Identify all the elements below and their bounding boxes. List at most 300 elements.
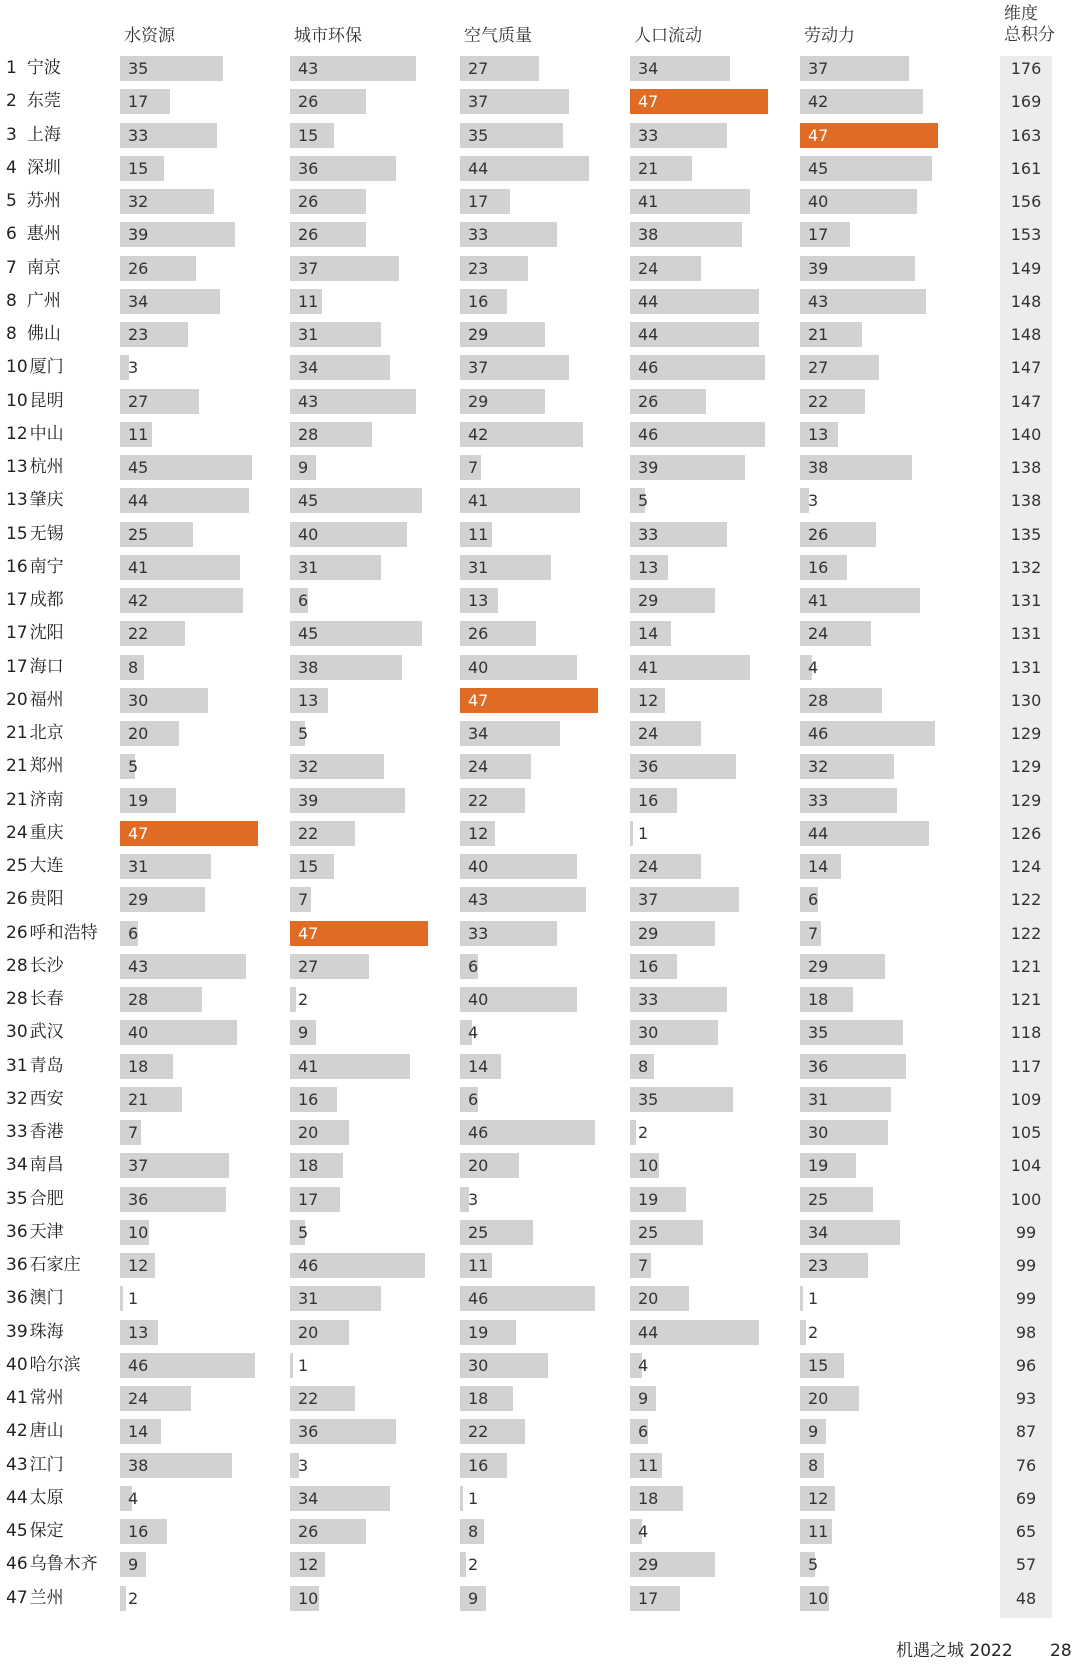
value-labor: 44 (808, 823, 829, 843)
value-environment: 43 (298, 391, 319, 411)
rank-number: 13 (6, 490, 28, 511)
city-name: 郑州 (29, 756, 64, 777)
rank-number: 12 (6, 423, 28, 444)
row-label (6, 1119, 116, 1146)
rank-number: 10 (6, 390, 28, 411)
value-air: 37 (468, 358, 489, 378)
value-water: 42 (128, 591, 149, 610)
value-water: 4 (128, 1488, 139, 1508)
value-environment: 18 (298, 1156, 319, 1176)
rank-number: 26 (6, 922, 28, 943)
value-labor: 22 (808, 391, 829, 411)
value-population: 8 (638, 1056, 649, 1076)
value-environment: 40 (298, 524, 319, 544)
city-name: 呼和浩特 (29, 922, 98, 943)
value-water: 41 (128, 557, 149, 577)
row-label (6, 1418, 116, 1445)
value-population: 9 (638, 1389, 649, 1408)
total-score-value: 109 (1010, 1089, 1042, 1109)
value-air: 20 (468, 1156, 489, 1176)
value-environment: 16 (298, 1089, 319, 1109)
total-score-value: 147 (1010, 391, 1042, 411)
total-score-value: 87 (1015, 1422, 1037, 1442)
value-water: 2 (128, 1588, 139, 1608)
row-label (6, 654, 116, 681)
total-score-value: 69 (1015, 1488, 1037, 1508)
value-population: 4 (638, 1522, 649, 1541)
value-environment: 3 (298, 1455, 309, 1475)
row-label (6, 986, 116, 1013)
row-label (6, 122, 116, 149)
row-label (6, 1485, 116, 1512)
header-labor-force: 劳动力 (804, 26, 855, 46)
row-label (6, 820, 116, 847)
value-environment: 47 (298, 923, 319, 943)
value-water: 29 (128, 890, 149, 910)
value-water: 31 (128, 857, 149, 876)
rank-number: 10 (6, 357, 28, 378)
rank-number: 36 (6, 1255, 28, 1275)
value-water: 47 (128, 823, 149, 843)
value-air: 9 (468, 1588, 479, 1608)
value-population: 41 (638, 657, 659, 677)
row-label (6, 1585, 116, 1612)
value-environment: 26 (298, 1522, 319, 1541)
value-water: 10 (128, 1222, 149, 1242)
header-population-flow: 人口流动 (634, 26, 702, 46)
value-environment: 6 (298, 591, 309, 610)
row-label (6, 1319, 116, 1346)
city-name: 合肥 (29, 1188, 64, 1209)
value-environment: 9 (298, 1023, 309, 1043)
value-air: 37 (468, 92, 489, 112)
value-population: 44 (638, 291, 659, 311)
value-labor: 9 (808, 1422, 819, 1442)
value-population: 25 (638, 1222, 659, 1242)
rank-number: 21 (6, 756, 28, 777)
value-water: 30 (128, 690, 149, 710)
value-water: 18 (128, 1056, 149, 1076)
row-label (6, 521, 116, 548)
bar-water (120, 1286, 123, 1311)
rank-number: 6 (6, 224, 17, 245)
value-air: 12 (468, 823, 489, 843)
value-air: 1 (468, 1488, 479, 1508)
value-labor: 47 (808, 125, 829, 145)
total-score-value: 121 (1010, 990, 1042, 1009)
value-air: 46 (468, 1289, 489, 1309)
value-air: 46 (468, 1123, 489, 1142)
value-environment: 41 (298, 1056, 319, 1076)
bar-air (460, 1486, 463, 1511)
value-population: 12 (638, 690, 659, 710)
total-score-value: 99 (1015, 1256, 1037, 1275)
total-score-value: 105 (1010, 1123, 1042, 1142)
value-water: 37 (128, 1156, 149, 1176)
row-label (6, 1019, 116, 1046)
value-population: 29 (638, 1555, 659, 1575)
value-labor: 5 (808, 1555, 819, 1575)
value-labor: 32 (808, 757, 829, 777)
value-water: 20 (128, 724, 149, 743)
total-score-value: 121 (1010, 956, 1042, 976)
row-label (6, 421, 116, 448)
value-labor: 28 (808, 690, 829, 710)
value-labor: 27 (808, 358, 829, 378)
value-population: 24 (638, 857, 659, 876)
value-environment: 20 (298, 1322, 319, 1342)
value-air: 47 (468, 690, 489, 710)
rank-number: 8 (6, 324, 17, 344)
row-label (6, 687, 116, 714)
total-score-value: 130 (1010, 690, 1042, 710)
total-score-value: 176 (1010, 59, 1042, 78)
value-environment: 37 (298, 258, 319, 278)
value-population: 29 (638, 923, 659, 943)
row-label (6, 221, 116, 248)
value-environment: 26 (298, 225, 319, 245)
rank-number: 3 (6, 124, 17, 145)
value-water: 35 (128, 59, 149, 78)
total-score-value: 96 (1015, 1355, 1037, 1375)
city-name: 常州 (29, 1388, 64, 1408)
value-population: 14 (638, 624, 659, 644)
value-environment: 34 (298, 1488, 319, 1508)
value-population: 38 (638, 225, 659, 245)
city-name: 福州 (29, 689, 64, 710)
value-water: 43 (128, 956, 149, 976)
total-score-value: 122 (1010, 890, 1042, 910)
total-score-value: 124 (1010, 857, 1042, 876)
row-label (6, 1152, 116, 1179)
value-labor: 26 (808, 524, 829, 544)
value-labor: 24 (808, 624, 829, 644)
city-name: 唐山 (29, 1421, 64, 1442)
total-score-value: 93 (1015, 1389, 1037, 1408)
city-name: 深圳 (26, 157, 61, 178)
value-environment: 12 (298, 1555, 319, 1575)
value-labor: 12 (808, 1488, 829, 1508)
value-population: 5 (638, 491, 649, 511)
row-label (6, 720, 116, 747)
value-population: 39 (638, 458, 659, 477)
total-score-value: 99 (1015, 1222, 1037, 1242)
total-score-value: 117 (1010, 1056, 1042, 1076)
city-name: 武汉 (29, 1022, 64, 1043)
total-score-value: 156 (1010, 192, 1042, 211)
rank-number: 44 (6, 1487, 28, 1508)
footer-page-number: 28 (1050, 1641, 1072, 1661)
value-water: 3 (128, 358, 139, 378)
value-air: 34 (468, 724, 489, 743)
value-air: 8 (468, 1522, 479, 1541)
rank-number: 36 (6, 1288, 28, 1309)
value-labor: 7 (808, 923, 819, 943)
value-labor: 8 (808, 1455, 819, 1475)
city-name: 江门 (29, 1454, 64, 1475)
value-water: 46 (128, 1355, 149, 1375)
value-environment: 1 (298, 1355, 309, 1375)
rank-number: 28 (6, 989, 28, 1009)
city-name: 北京 (29, 723, 64, 743)
city-name: 肇庆 (29, 490, 64, 511)
value-labor: 23 (808, 1256, 829, 1275)
value-air: 44 (468, 158, 489, 178)
value-environment: 15 (298, 125, 319, 145)
row-label (6, 188, 116, 215)
value-air: 40 (468, 990, 489, 1009)
city-name: 南宁 (29, 556, 64, 577)
value-labor: 17 (808, 225, 829, 245)
value-labor: 36 (808, 1056, 829, 1076)
value-water: 5 (128, 757, 139, 777)
value-environment: 39 (298, 790, 319, 810)
value-labor: 46 (808, 724, 829, 743)
row-label (6, 620, 116, 647)
value-population: 20 (638, 1289, 659, 1309)
value-labor: 25 (808, 1189, 829, 1209)
value-air: 24 (468, 757, 489, 777)
rank-number: 25 (6, 856, 28, 876)
value-water: 40 (128, 1023, 149, 1043)
total-score-value: 126 (1010, 823, 1042, 843)
total-score-value: 149 (1010, 258, 1042, 278)
value-population: 47 (638, 92, 659, 112)
value-water: 36 (128, 1189, 149, 1209)
rank-number: 31 (6, 1055, 28, 1076)
rank-number: 5 (6, 191, 17, 211)
value-air: 23 (468, 258, 489, 278)
value-environment: 11 (298, 291, 319, 311)
value-labor: 34 (808, 1222, 829, 1242)
total-score-value: 131 (1010, 624, 1042, 644)
value-population: 16 (638, 956, 659, 976)
value-environment: 31 (298, 1289, 319, 1309)
row-label (6, 886, 116, 913)
value-environment: 34 (298, 358, 319, 378)
row-label (6, 88, 116, 115)
value-population: 33 (638, 524, 659, 544)
row-label (6, 321, 116, 348)
value-air: 43 (468, 890, 489, 910)
value-water: 34 (128, 291, 149, 311)
row-label (6, 1385, 116, 1412)
value-water: 25 (128, 524, 149, 544)
value-labor: 16 (808, 557, 829, 577)
value-air: 19 (468, 1322, 489, 1342)
value-water: 19 (128, 790, 149, 810)
value-population: 24 (638, 724, 659, 743)
city-name: 香港 (29, 1122, 64, 1142)
total-score-value: 76 (1015, 1455, 1037, 1475)
value-water: 9 (128, 1555, 139, 1575)
value-water: 24 (128, 1389, 149, 1408)
total-score-value: 163 (1010, 125, 1042, 145)
city-name: 上海 (26, 124, 61, 145)
value-air: 29 (468, 391, 489, 411)
value-population: 10 (638, 1156, 659, 1176)
rank-number: 41 (6, 1388, 28, 1408)
rank-number: 46 (6, 1554, 28, 1575)
value-environment: 36 (298, 158, 319, 178)
total-score-value: 148 (1010, 325, 1042, 344)
value-water: 7 (128, 1123, 139, 1142)
value-environment: 10 (298, 1588, 319, 1608)
bar-environment (290, 987, 296, 1012)
value-population: 34 (638, 59, 659, 78)
value-population: 35 (638, 1089, 659, 1109)
row-label (6, 354, 116, 381)
value-water: 17 (128, 92, 149, 112)
row-label (6, 288, 116, 315)
total-score-value: 148 (1010, 291, 1042, 311)
total-score-value: 118 (1010, 1023, 1042, 1043)
city-name: 长沙 (29, 955, 64, 976)
value-labor: 42 (808, 92, 829, 112)
value-air: 11 (468, 524, 489, 544)
bar-water (120, 1586, 126, 1611)
value-air: 16 (468, 1455, 489, 1475)
value-environment: 46 (298, 1256, 319, 1275)
value-air: 22 (468, 790, 489, 810)
city-name: 广州 (26, 290, 61, 311)
total-score-value: 48 (1015, 1588, 1037, 1608)
value-labor: 41 (808, 591, 829, 610)
city-name: 沈阳 (29, 623, 64, 644)
header-total-line-2: 总积分 (1004, 25, 1055, 45)
row-label (6, 1518, 116, 1545)
value-air: 2 (468, 1555, 479, 1575)
city-name: 无锡 (29, 523, 64, 544)
value-air: 6 (468, 1089, 479, 1109)
value-air: 11 (468, 1256, 489, 1275)
value-water: 26 (128, 258, 149, 278)
row-label (6, 1551, 116, 1578)
value-environment: 20 (298, 1123, 319, 1142)
value-environment: 7 (298, 890, 309, 910)
rank-number: 45 (6, 1521, 28, 1541)
value-water: 39 (128, 225, 149, 245)
total-score-value: 98 (1015, 1322, 1037, 1342)
city-name: 中山 (29, 423, 64, 444)
row-label (6, 1252, 116, 1279)
row-label (6, 753, 116, 780)
value-labor: 19 (808, 1156, 829, 1176)
value-labor: 13 (808, 424, 829, 444)
row-label (6, 255, 116, 282)
bar-environment (290, 1353, 293, 1378)
total-score-value: 65 (1015, 1522, 1037, 1541)
value-water: 28 (128, 990, 149, 1009)
city-name: 惠州 (26, 224, 61, 245)
total-score-value: 129 (1010, 724, 1042, 743)
value-environment: 28 (298, 424, 319, 444)
rank-number: 42 (6, 1421, 28, 1442)
value-population: 41 (638, 192, 659, 211)
value-population: 11 (638, 1455, 659, 1475)
value-air: 40 (468, 857, 489, 876)
city-name: 昆明 (29, 390, 64, 411)
value-water: 8 (128, 657, 139, 677)
value-air: 40 (468, 657, 489, 677)
value-labor: 20 (808, 1389, 829, 1408)
row-label (6, 1186, 116, 1213)
rank-number: 17 (6, 590, 28, 610)
city-name: 杭州 (29, 457, 64, 477)
rank-number: 15 (6, 523, 28, 544)
value-air: 26 (468, 624, 489, 644)
rank-number: 40 (6, 1354, 28, 1375)
value-population: 44 (638, 325, 659, 344)
header-total-line-1: 维度 (1004, 4, 1038, 24)
value-population: 29 (638, 591, 659, 610)
value-air: 33 (468, 923, 489, 943)
city-name: 大连 (29, 856, 64, 876)
total-score-value: 135 (1010, 524, 1042, 544)
city-name: 哈尔滨 (29, 1354, 81, 1375)
value-population: 2 (638, 1123, 649, 1142)
rank-number: 34 (6, 1155, 28, 1176)
value-population: 4 (638, 1355, 649, 1375)
value-labor: 29 (808, 956, 829, 976)
value-labor: 33 (808, 790, 829, 810)
rank-number: 21 (6, 723, 28, 743)
rank-number: 43 (6, 1454, 28, 1475)
value-air: 17 (468, 192, 489, 211)
value-air: 31 (468, 557, 489, 577)
bar-air (460, 1552, 466, 1577)
total-score-value: 131 (1010, 657, 1042, 677)
value-water: 22 (128, 624, 149, 644)
city-name: 济南 (29, 789, 64, 810)
value-labor: 37 (808, 59, 829, 78)
rank-number: 8 (6, 290, 17, 311)
header-urban-environment: 城市环保 (294, 26, 362, 46)
city-name: 西安 (29, 1088, 64, 1109)
value-water: 21 (128, 1089, 149, 1109)
row-label (6, 388, 116, 415)
total-score-value: 169 (1010, 92, 1042, 112)
value-air: 35 (468, 125, 489, 145)
value-labor: 40 (808, 192, 829, 211)
row-label (6, 155, 116, 182)
total-score-value: 138 (1010, 458, 1042, 477)
rank-number: 21 (6, 789, 28, 810)
value-labor: 3 (808, 491, 819, 511)
value-environment: 2 (298, 990, 309, 1009)
value-labor: 2 (808, 1322, 819, 1342)
header-water-resources: 水资源 (124, 26, 175, 46)
value-air: 30 (468, 1355, 489, 1375)
total-score-value: 104 (1010, 1156, 1042, 1176)
bar-labor (800, 1286, 803, 1311)
value-population: 21 (638, 158, 659, 178)
value-environment: 9 (298, 458, 309, 477)
total-score-value: 153 (1010, 225, 1042, 245)
value-water: 44 (128, 491, 149, 511)
value-population: 7 (638, 1256, 649, 1275)
rank-number: 32 (6, 1088, 28, 1109)
value-water: 27 (128, 391, 149, 411)
value-environment: 22 (298, 1389, 319, 1408)
value-labor: 15 (808, 1355, 829, 1375)
rank-number: 47 (6, 1587, 28, 1608)
value-labor: 38 (808, 458, 829, 477)
row-label (6, 554, 116, 581)
value-environment: 31 (298, 325, 319, 344)
value-environment: 17 (298, 1189, 319, 1209)
value-environment: 43 (298, 59, 319, 78)
